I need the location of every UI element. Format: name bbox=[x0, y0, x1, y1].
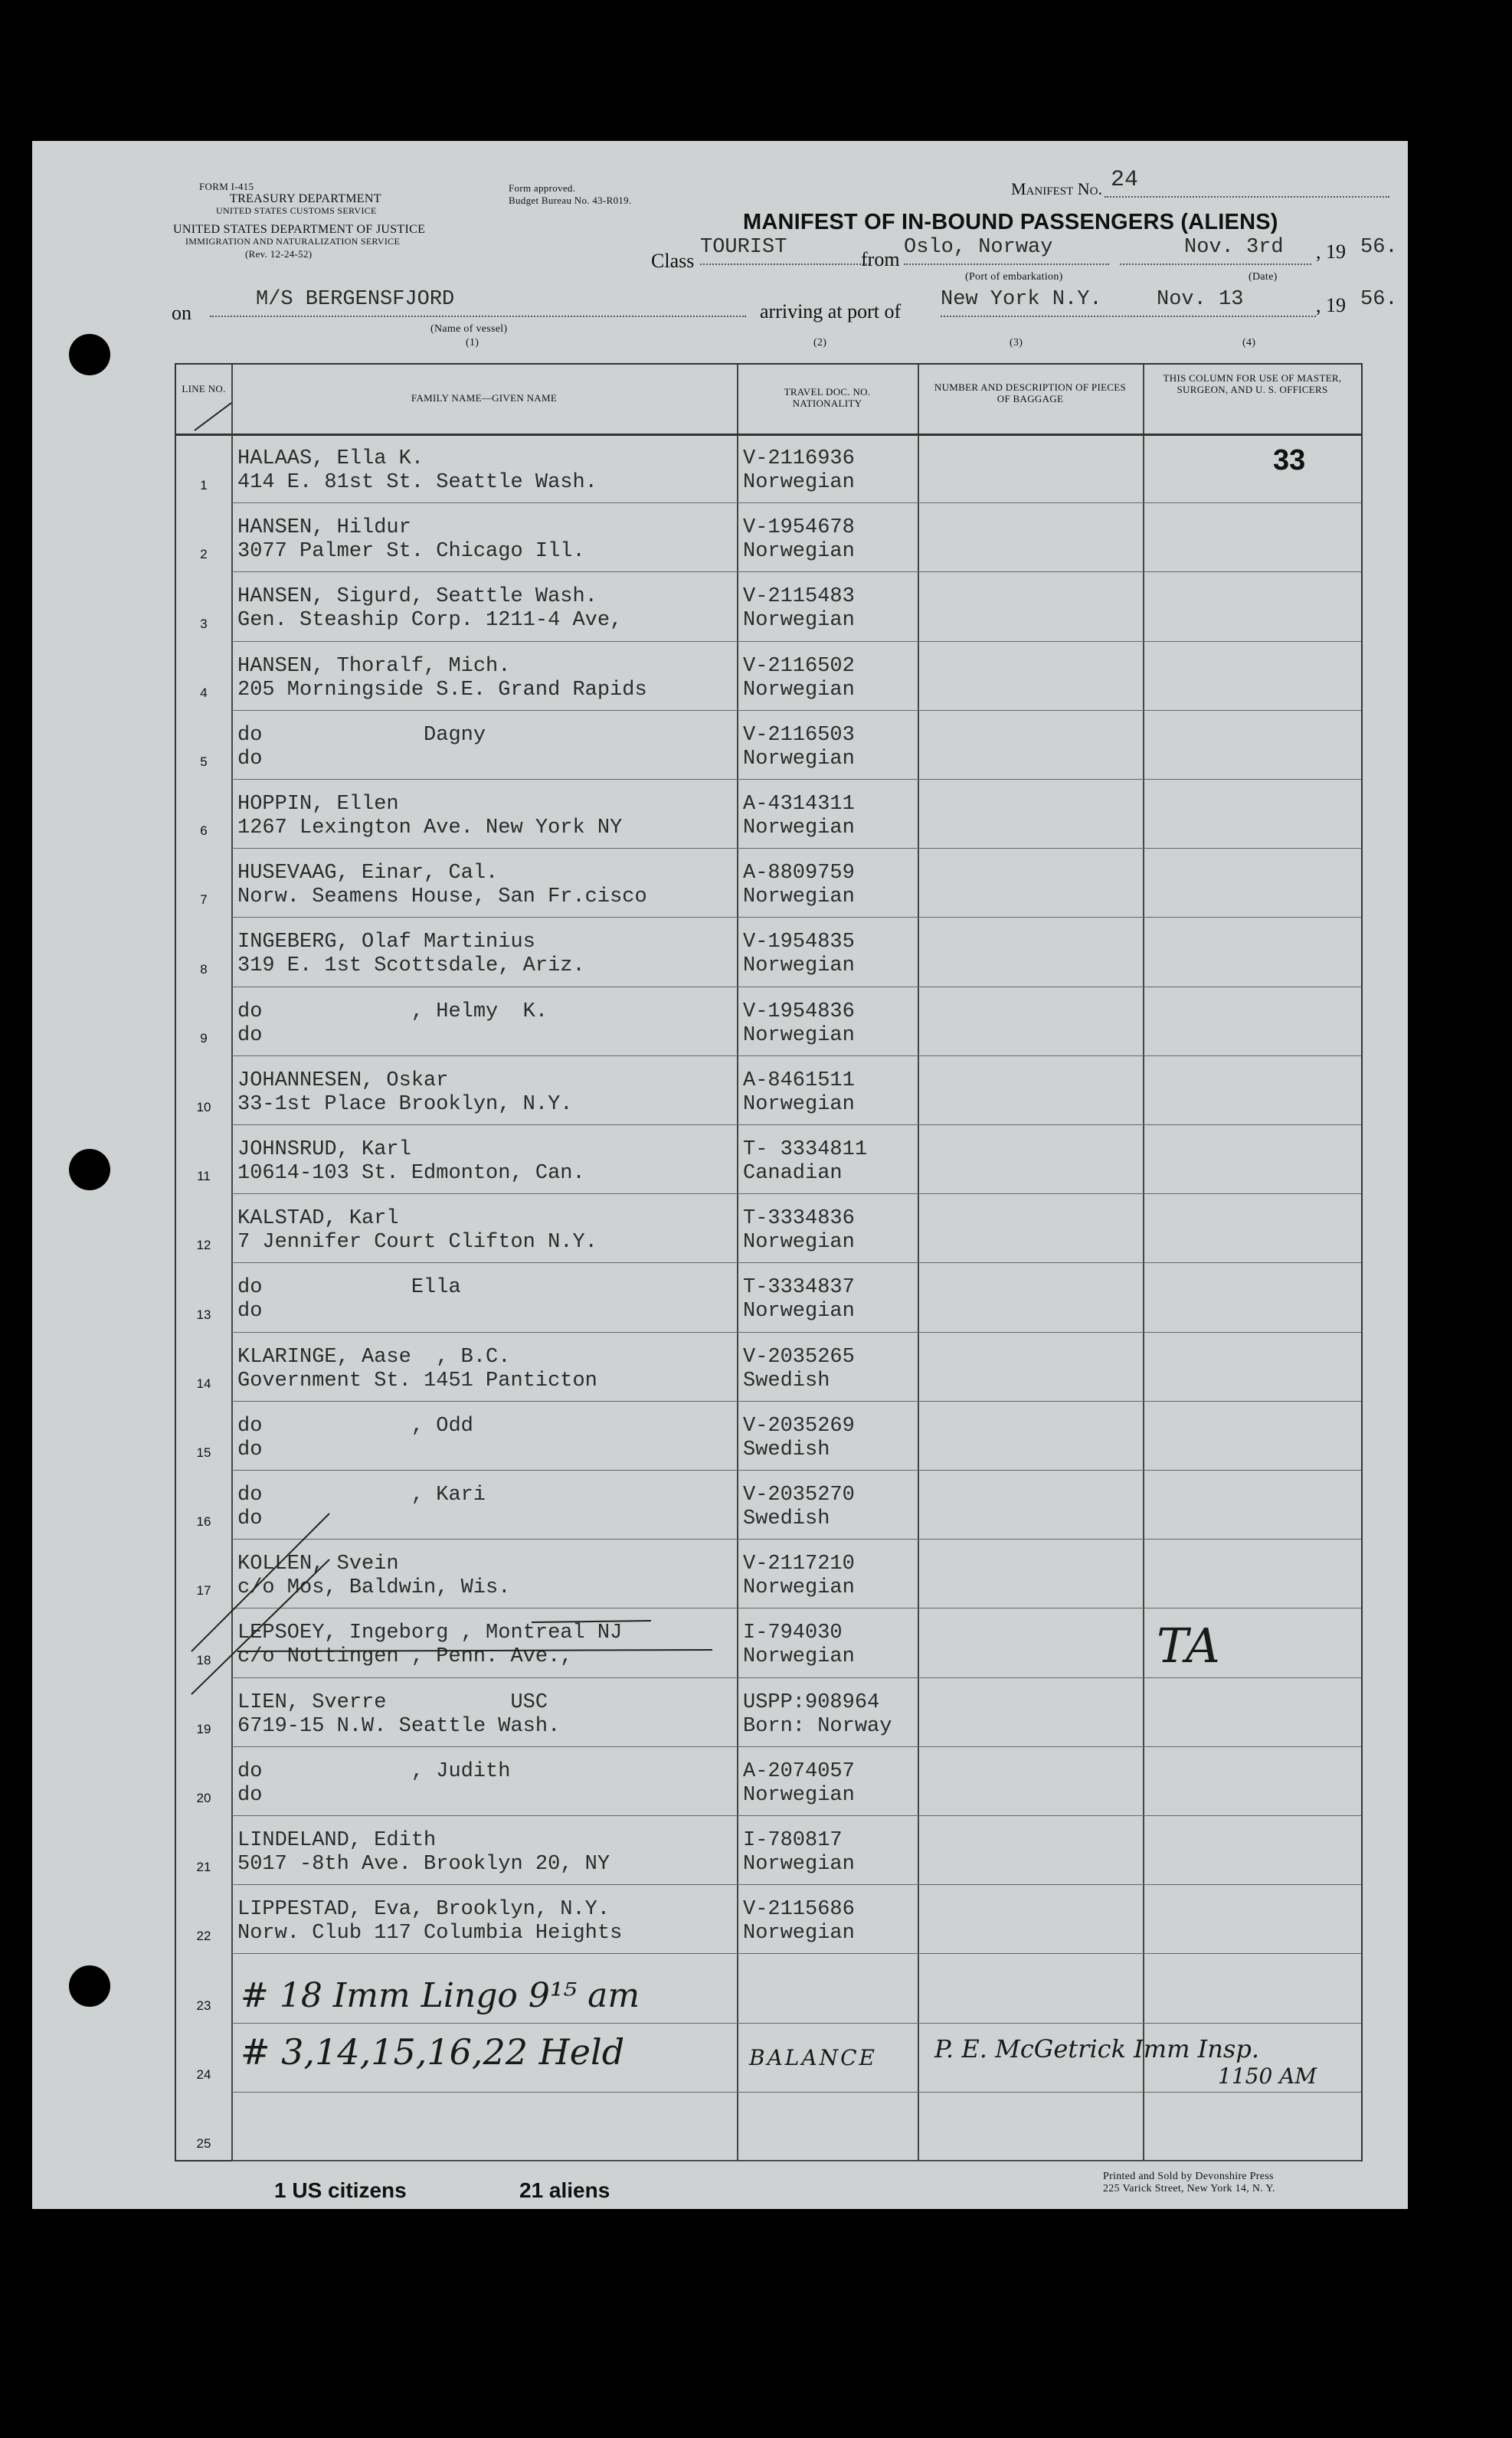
passenger-address: 7 Jennifer Court Clifton N.Y. bbox=[237, 1231, 597, 1255]
revision: (Rev. 12-24-52) bbox=[245, 248, 313, 260]
vessel-name: M/S BERGENSFJORD bbox=[256, 288, 455, 311]
passenger-address: c/o Mos, Baldwin, Wis. bbox=[237, 1576, 511, 1600]
ta-mark: TA bbox=[1157, 1618, 1220, 1674]
line-number: 5 bbox=[200, 754, 208, 769]
passenger-name: HUSEVAAG, Einar, Cal. bbox=[237, 862, 499, 885]
from-field bbox=[904, 236, 1109, 265]
passenger-name: LEPSOEY, Ingeborg , Montreal NJ bbox=[237, 1622, 623, 1645]
col3-caption: (3) bbox=[1010, 337, 1023, 349]
date-value: Nov. 3rd bbox=[1184, 236, 1284, 259]
line-number: 6 bbox=[200, 823, 208, 839]
time-note: 1150 AM bbox=[1218, 2063, 1317, 2089]
line-number: 8 bbox=[200, 961, 208, 977]
travel-doc-number: T-3334837 bbox=[743, 1276, 855, 1300]
manifest-no-value: 24 bbox=[1111, 167, 1139, 193]
passenger-name: do , Helmy K. bbox=[237, 1000, 548, 1023]
manifest-no-line bbox=[1105, 165, 1389, 198]
travel-doc-number: V-1954835 bbox=[743, 931, 855, 954]
nationality: Born: Norway bbox=[743, 1714, 892, 1738]
passenger-name: LIEN, Sverre USC bbox=[237, 1690, 548, 1714]
travel-doc-number: V-2116936 bbox=[743, 447, 855, 470]
passenger-name: INGEBERG, Olaf Martinius bbox=[237, 931, 535, 954]
arriving-label: arriving at port of bbox=[760, 300, 902, 322]
class-value: TOURIST bbox=[700, 236, 787, 259]
nationality: Norwegian bbox=[743, 1092, 855, 1116]
line-number: 10 bbox=[196, 1100, 211, 1114]
travel-doc-number: I-780817 bbox=[743, 1829, 843, 1852]
travel-doc-number: A-2074057 bbox=[743, 1759, 855, 1783]
passenger-address: 319 E. 1st Scottsdale, Ariz. bbox=[237, 954, 585, 978]
line-number: 11 bbox=[197, 1169, 211, 1184]
nationality: Norwegian bbox=[743, 885, 855, 909]
class-field bbox=[700, 236, 870, 265]
travel-doc-number: A-4314311 bbox=[743, 793, 855, 816]
vessel-field bbox=[210, 288, 746, 317]
passenger-name: do , Kari bbox=[237, 1484, 486, 1507]
dept-justice: UNITED STATES DEPARTMENT OF JUSTICE bbox=[173, 223, 426, 236]
passenger-name: HANSEN, Sigurd, Seattle Wash. bbox=[237, 585, 597, 609]
us-citizens-count: 1 US citizens bbox=[274, 2178, 407, 2202]
line-number: 15 bbox=[196, 1445, 211, 1460]
passenger-name: LIPPESTAD, Eva, Brooklyn, N.Y. bbox=[237, 1898, 610, 1922]
passenger-name: HANSEN, Thoralf, Mich. bbox=[237, 654, 511, 678]
travel-doc-number: V-2035269 bbox=[743, 1414, 855, 1438]
travel-doc-number: V-1954836 bbox=[743, 1000, 855, 1023]
embark-caption: (Port of embarkation) bbox=[965, 271, 1063, 283]
passenger-address: 3077 Palmer St. Chicago Ill. bbox=[237, 540, 585, 564]
nationality: Norwegian bbox=[743, 540, 855, 564]
travel-doc-number: I-794030 bbox=[743, 1622, 843, 1645]
passenger-address: 414 E. 81st St. Seattle Wash. bbox=[237, 471, 597, 494]
passenger-address: 5017 -8th Ave. Brooklyn 20, NY bbox=[237, 1853, 610, 1876]
header-travel-doc: TRAVEL DOC. NO. NATIONALITY bbox=[784, 386, 871, 409]
line-number: 17 bbox=[196, 1583, 211, 1599]
nationality: Swedish bbox=[743, 1507, 830, 1530]
nationality: Norwegian bbox=[743, 1922, 855, 1945]
passenger-address: 205 Morningside S.E. Grand Rapids bbox=[237, 678, 647, 702]
year-value: 56. bbox=[1360, 236, 1398, 259]
dept-ins: IMMIGRATION AND NATURALIZATION SERVICE bbox=[185, 236, 401, 247]
line24-note: # 3,14,15,16,22 Held bbox=[241, 2031, 625, 2073]
nationality: Norwegian bbox=[743, 1853, 855, 1876]
arr-year-prefix: , 19 bbox=[1316, 294, 1346, 316]
passenger-name: LINDELAND, Edith bbox=[237, 1829, 437, 1852]
travel-doc-number: V-2035265 bbox=[743, 1345, 855, 1369]
col4-caption: (4) bbox=[1242, 337, 1256, 349]
page-count: 33 bbox=[1273, 444, 1306, 476]
balance-note: BALANCE bbox=[749, 2045, 877, 2070]
manifest-no-label: Manifest No. bbox=[1011, 179, 1102, 198]
passenger-name: KALSTAD, Karl bbox=[237, 1207, 399, 1231]
nationality: Norwegian bbox=[743, 1576, 855, 1600]
passenger-name: JOHNSRUD, Karl bbox=[237, 1138, 411, 1161]
manifest-title: MANIFEST OF IN-BOUND PASSENGERS (ALIENS) bbox=[743, 210, 1278, 234]
passenger-table bbox=[175, 363, 1363, 2161]
passenger-address: Gen. Steaship Corp. 1211-4 Ave, bbox=[237, 609, 623, 633]
punch-hole-middle bbox=[69, 1149, 110, 1190]
line-number: 12 bbox=[196, 1238, 211, 1253]
printer-line-1: Printed and Sold by Devonshire Press bbox=[1103, 2171, 1274, 2182]
passenger-name: HANSEN, Hildur bbox=[237, 516, 411, 540]
passenger-address: do bbox=[237, 1300, 263, 1324]
passenger-address: do bbox=[237, 1438, 263, 1461]
dept-treasury: TREASURY DEPARTMENT bbox=[230, 192, 381, 205]
nationality: Norwegian bbox=[743, 954, 855, 978]
printer-line-2: 225 Varick Street, New York 14, N. Y. bbox=[1103, 2183, 1275, 2194]
dept-customs: UNITED STATES CUSTOMS SERVICE bbox=[216, 205, 377, 216]
year-prefix: , 19 bbox=[1316, 241, 1346, 263]
header-line-no: LINE NO. bbox=[182, 383, 226, 394]
class-label: Class bbox=[651, 250, 695, 272]
line-number: 13 bbox=[196, 1307, 211, 1322]
passenger-address: 33-1st Place Brooklyn, N.Y. bbox=[237, 1092, 573, 1116]
header-officers: THIS COLUMN FOR USE OF MASTER, SURGEON, AND U. S. OFFICERS bbox=[1163, 372, 1342, 395]
line-number: 7 bbox=[200, 892, 208, 908]
header-baggage: NUMBER AND DESCRIPTION OF PIECES OF BAGGAGE bbox=[934, 381, 1127, 404]
line-number: 21 bbox=[196, 1860, 211, 1875]
line-number: 24 bbox=[196, 2067, 211, 2082]
line-number: 14 bbox=[196, 1376, 211, 1391]
strike-line-17 bbox=[195, 403, 231, 430]
nationality: Norwegian bbox=[743, 1645, 855, 1669]
passenger-name: do , Odd bbox=[237, 1414, 473, 1438]
col1-caption: (1) bbox=[466, 337, 479, 349]
travel-doc-number: USPP:908964 bbox=[743, 1690, 880, 1714]
passenger-address: do bbox=[237, 1783, 263, 1807]
passenger-address: do bbox=[237, 1507, 263, 1530]
passenger-name: KLARINGE, Aase , B.C. bbox=[237, 1345, 511, 1369]
travel-doc-number: V-2117210 bbox=[743, 1553, 855, 1576]
line-number: 3 bbox=[200, 616, 208, 631]
passenger-name: do Dagny bbox=[237, 723, 486, 747]
travel-doc-number: V-1954678 bbox=[743, 516, 855, 540]
form-approved: Form approved. bbox=[509, 182, 576, 194]
line-number: 4 bbox=[200, 685, 208, 700]
check-stroke-17 bbox=[191, 1514, 329, 1651]
passenger-name: do , Judith bbox=[237, 1759, 511, 1783]
travel-doc-number: V-2115686 bbox=[743, 1898, 855, 1922]
line-number: 9 bbox=[200, 1030, 208, 1046]
nationality: Norwegian bbox=[743, 816, 855, 839]
budget-bureau: Budget Bureau No. 43-R019. bbox=[509, 195, 632, 206]
passenger-name: do Ella bbox=[237, 1276, 461, 1300]
port-field bbox=[941, 288, 1316, 317]
from-value: Oslo, Norway bbox=[904, 236, 1053, 259]
line-number: 23 bbox=[196, 1998, 211, 2013]
nationality: Norwegian bbox=[743, 1231, 855, 1255]
travel-doc-number: V-2115483 bbox=[743, 585, 855, 609]
travel-doc-number: V-2116503 bbox=[743, 723, 855, 747]
nationality: Norwegian bbox=[743, 747, 855, 771]
passenger-address: c/o Nottingen , Penn. Ave., bbox=[237, 1645, 573, 1669]
line-number: 1 bbox=[200, 478, 208, 493]
header-name: FAMILY NAME—GIVEN NAME bbox=[411, 392, 558, 404]
nationality: Norwegian bbox=[743, 1300, 855, 1324]
nationality: Norwegian bbox=[743, 1023, 855, 1047]
passenger-name: JOHANNESEN, Oskar bbox=[237, 1068, 449, 1092]
check-stroke-18 bbox=[191, 1559, 329, 1694]
nationality: Norwegian bbox=[743, 678, 855, 702]
form-number: FORM I-415 bbox=[199, 181, 254, 192]
from-label: from bbox=[861, 248, 900, 270]
punch-hole-bottom bbox=[69, 1965, 110, 2007]
travel-doc-number: T-3334836 bbox=[743, 1207, 855, 1231]
strike-montreal bbox=[532, 1621, 651, 1622]
travel-doc-number: V-2035270 bbox=[743, 1484, 855, 1507]
arrival-date: Nov. 13 bbox=[1157, 288, 1244, 311]
nationality: Norwegian bbox=[743, 471, 855, 494]
passenger-address: do bbox=[237, 1023, 263, 1047]
travel-doc-number: T- 3334811 bbox=[743, 1138, 868, 1161]
aliens-count: 21 aliens bbox=[519, 2178, 610, 2202]
officer-signature: P. E. McGetrick Imm Insp. bbox=[934, 2034, 1259, 2063]
date-field bbox=[1120, 236, 1311, 265]
travel-doc-number: V-2116502 bbox=[743, 654, 855, 678]
nationality: Canadian bbox=[743, 1162, 843, 1185]
date-caption: (Date) bbox=[1249, 271, 1278, 283]
travel-doc-number: A-8461511 bbox=[743, 1068, 855, 1092]
passenger-address: Norw. Club 117 Columbia Heights bbox=[237, 1922, 623, 1945]
passenger-name: HALAAS, Ella K. bbox=[237, 447, 424, 470]
strike-nottingen bbox=[237, 1650, 712, 1651]
line-number: 2 bbox=[200, 547, 208, 562]
line-number: 20 bbox=[196, 1791, 211, 1805]
line-number: 18 bbox=[196, 1652, 211, 1667]
port-value: New York N.Y. bbox=[941, 288, 1102, 311]
line-number: 22 bbox=[196, 1929, 211, 1944]
line-number: 19 bbox=[196, 1721, 211, 1736]
line23-note: # 18 Imm Lingo 9¹⁵ am bbox=[241, 1976, 640, 2015]
nationality: Norwegian bbox=[743, 1783, 855, 1807]
col2-caption: (2) bbox=[813, 337, 827, 349]
passenger-address: 10614-103 St. Edmonton, Can. bbox=[237, 1162, 585, 1185]
nationality: Swedish bbox=[743, 1438, 830, 1461]
passenger-name: KOLLEN, Svein bbox=[237, 1553, 399, 1576]
nationality: Norwegian bbox=[743, 609, 855, 633]
passenger-name: HOPPIN, Ellen bbox=[237, 793, 399, 816]
line-number: 16 bbox=[196, 1514, 211, 1530]
passenger-address: Norw. Seamens House, San Fr.cisco bbox=[237, 885, 647, 909]
line-number: 25 bbox=[196, 2136, 211, 2151]
passenger-address: 1267 Lexington Ave. New York NY bbox=[237, 816, 623, 839]
passenger-address: do bbox=[237, 747, 263, 771]
manifest-sheet bbox=[32, 141, 1408, 2209]
travel-doc-number: A-8809759 bbox=[743, 862, 855, 885]
tick-marks bbox=[176, 365, 1364, 2163]
punch-hole-top bbox=[69, 334, 110, 375]
nationality: Swedish bbox=[743, 1369, 830, 1392]
on-label: on bbox=[172, 302, 191, 324]
passenger-address: 6719-15 N.W. Seattle Wash. bbox=[237, 1714, 561, 1738]
vessel-caption: (Name of vessel) bbox=[430, 323, 508, 335]
arrival-year: 56. bbox=[1360, 288, 1398, 311]
passenger-address: Government St. 1451 Panticton bbox=[237, 1369, 597, 1392]
